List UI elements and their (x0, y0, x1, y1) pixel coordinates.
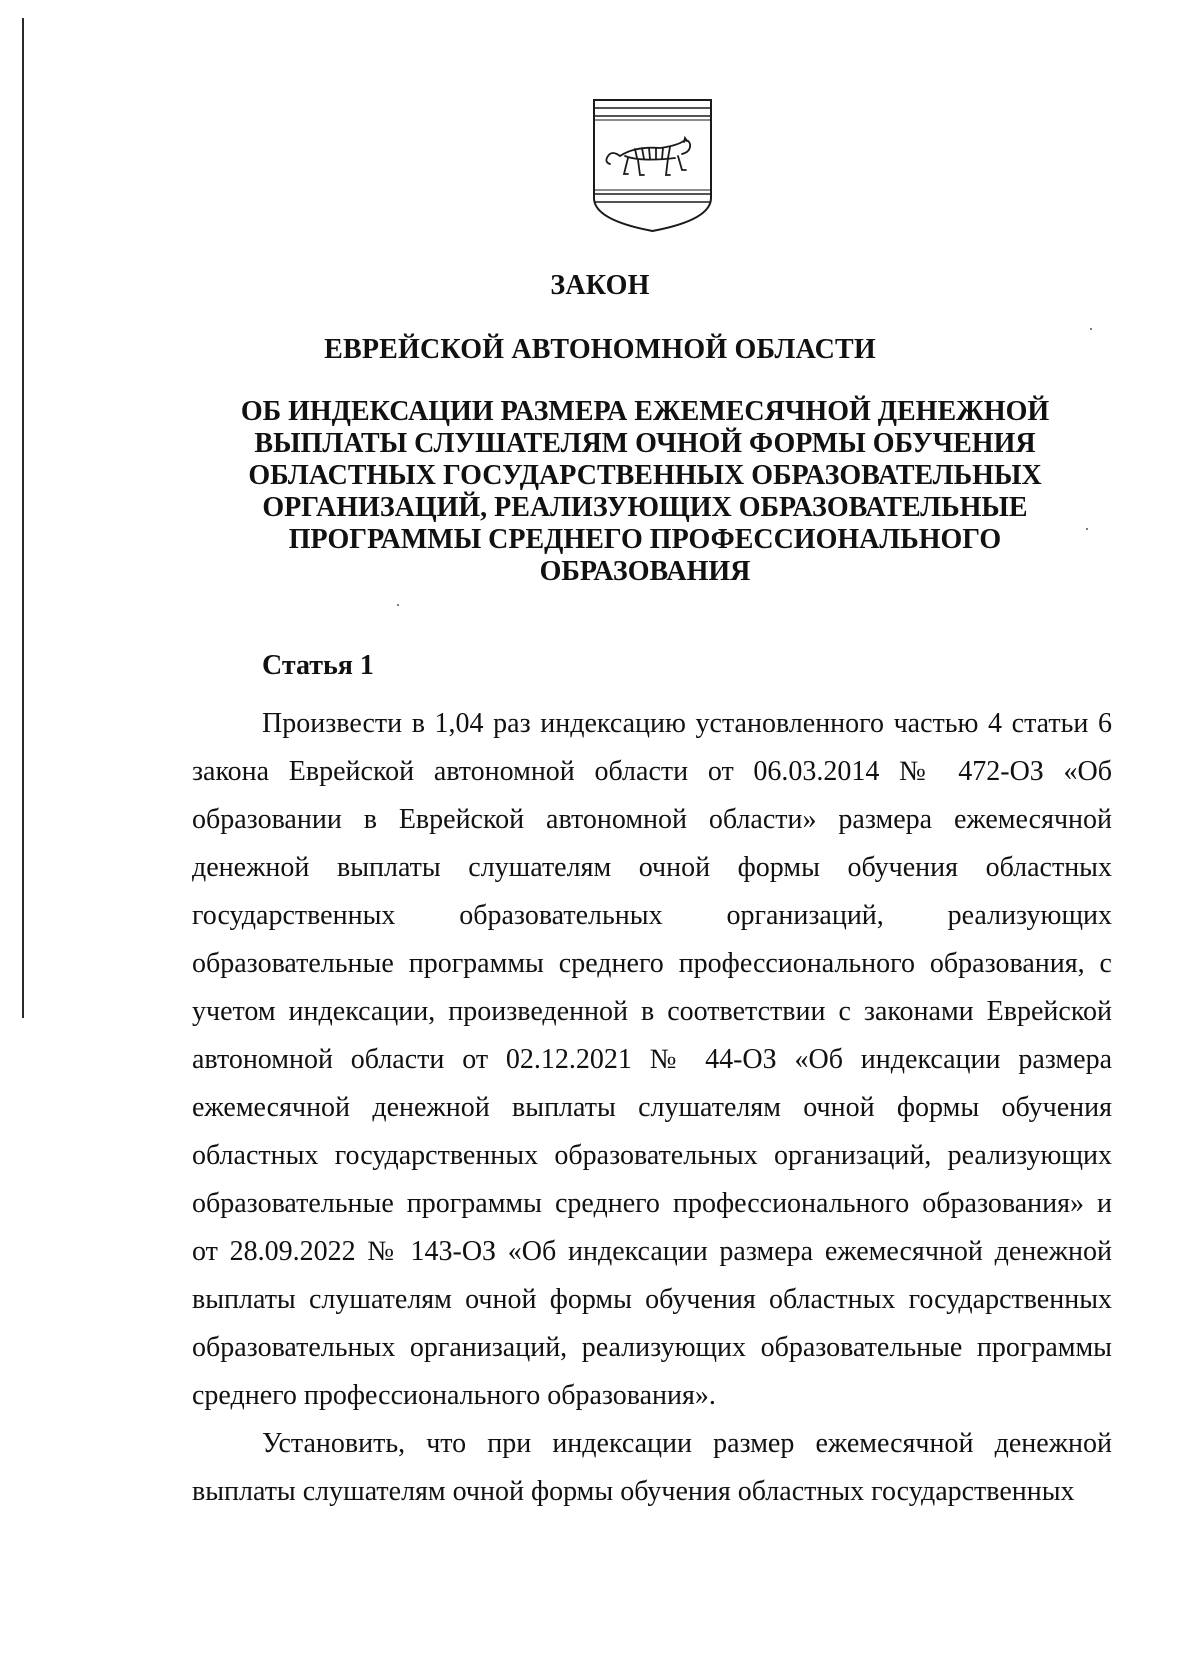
scan-edge-line (22, 18, 24, 1018)
law-subject-line: ОБЛАСТНЫХ ГОСУДАРСТВЕННЫХ ОБРАЗОВАТЕЛЬНЫХ (248, 460, 1042, 491)
article-paragraph-1: Произвести в 1,04 раз индексацию установленного частью 4 статьи 6 закона Еврейской автономной области от 06.03.2014 № 472-ОЗ «Об образовании в Еврейской автономной области» размера ежемесячной денежной выплаты слушателям очной формы обучения областных государственных образовательных организаций, реализующих образовательные программы среднего профессионального образования, с учетом индексации, произведенной в соответствии с законами Еврейской автономной области от 02.12.2021 № 44-ОЗ «Об индексации размера ежемесячной денежной выплаты слушателям очной формы обучения областных государственных образовательных организаций, реализующих образовательные программы среднего профессионального образования» и от 28.09.2022 № 143-ОЗ «Об индексации размера ежемесячной денежной выплаты слушателям очной формы обучения областных государственных образовательных организаций, реализующих образовательные программы среднего профессионального образования». (192, 708, 1112, 1411)
article-heading: Статья 1 (262, 650, 374, 681)
law-subject-line: ОБ ИНДЕКСАЦИИ РАЗМЕРА ЕЖЕМЕСЯЧНОЙ ДЕНЕЖНОЙ (240, 396, 1050, 427)
scan-speck (1086, 528, 1088, 530)
article-paragraph-2: Установить, что при индексации размер ежемесячной денежной выплаты слушателям очной формы обучения областных государственных (192, 1428, 1112, 1507)
region-title: ЕВРЕЙСКОЙ АВТОНОМНОЙ ОБЛАСТИ (324, 334, 876, 365)
coat-of-arms-icon (590, 98, 715, 233)
law-title: ЗАКОН (550, 270, 650, 301)
law-subject-line: ОРГАНИЗАЦИЙ, РЕАЛИЗУЮЩИХ ОБРАЗОВАТЕЛЬНЫЕ (262, 492, 1028, 523)
article-body (192, 700, 1112, 1516)
law-subject (230, 396, 1060, 588)
law-subject-line: ВЫПЛАТЫ СЛУШАТЕЛЯМ ОЧНОЙ ФОРМЫ ОБУЧЕНИЯ (254, 428, 1036, 459)
law-subject-line: ОБРАЗОВАНИЯ (539, 556, 751, 587)
law-subject-line: ПРОГРАММЫ СРЕДНЕГО ПРОФЕССИОНАЛЬНОГО (288, 524, 1002, 555)
scan-speck (1090, 328, 1092, 330)
scan-speck (397, 604, 399, 606)
